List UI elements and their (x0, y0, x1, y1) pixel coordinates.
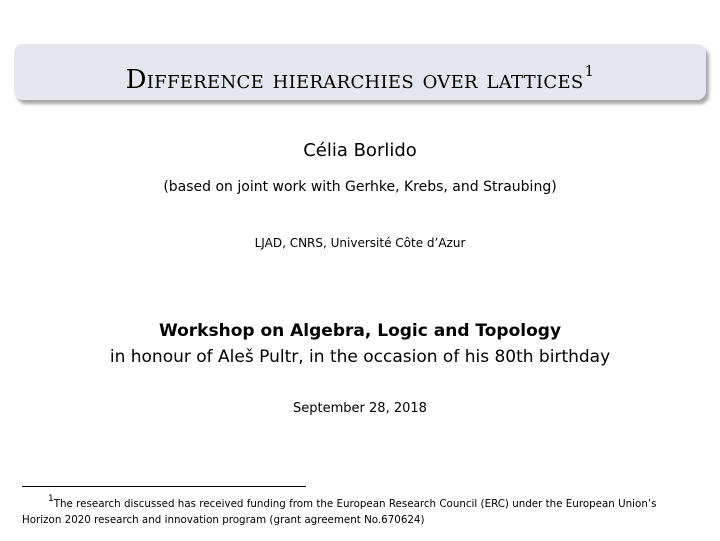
footnote-line-2: Horizon 2020 research and innovation program (grant agreement No.670624) (22, 514, 425, 526)
slide-title-text: Difference hierarchies over lattices (125, 65, 584, 95)
footnote-divider (22, 486, 306, 487)
talk-date: September 28, 2018 (293, 401, 427, 416)
affiliation: LJAD, CNRS, Université Côte d’Azur (254, 236, 466, 250)
slide-title (0, 56, 720, 95)
title-footnote-marker: 1 (584, 62, 595, 80)
footnote-marker: 1 (48, 494, 54, 504)
footnote-text-1: The research discussed has received funding from the European Research Council (ERC) under the European Union’s (53, 498, 657, 510)
workshop-occasion: in honour of Aleš Pultr, in the occasion of his 80th birthday (109, 347, 611, 367)
joint-work-note: (based on joint work with Gerhke, Krebs, and Straubing) (163, 179, 557, 195)
footnote (22, 491, 712, 528)
workshop-name: Workshop on Algebra, Logic and Topology (158, 321, 562, 341)
footnote-line-1 (22, 491, 712, 512)
author-name: Célia Borlido (303, 140, 417, 161)
